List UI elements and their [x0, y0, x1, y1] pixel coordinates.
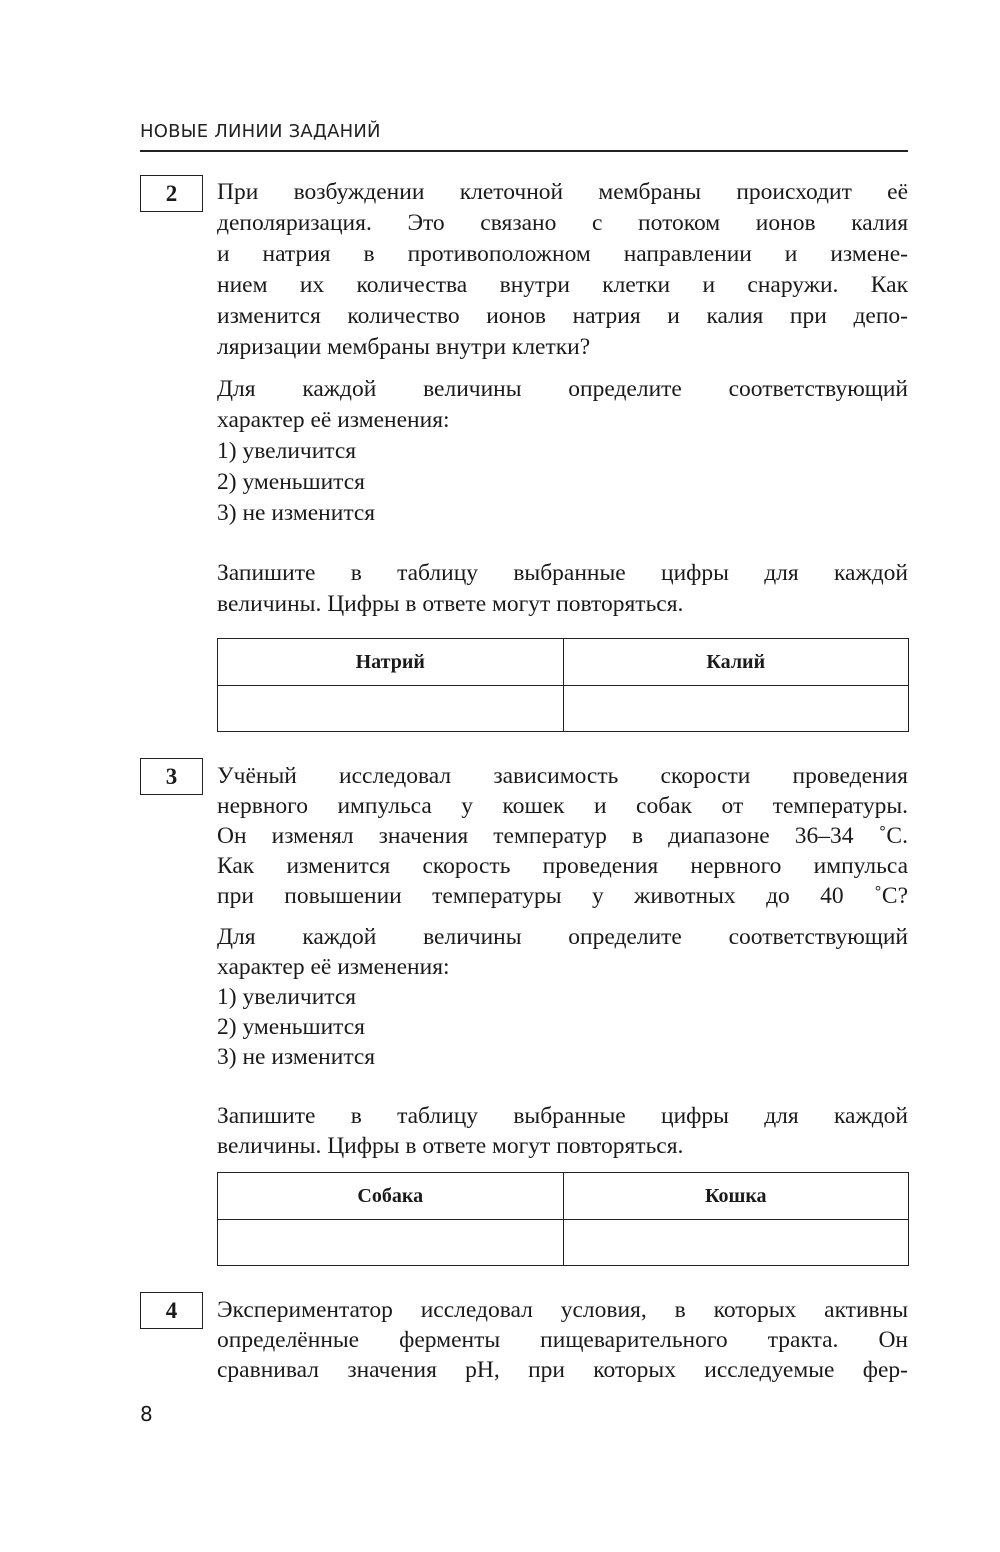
answer-cell-potassium[interactable] [563, 686, 909, 732]
write-line: величины. Цифры в ответе могут повторяться. [217, 591, 684, 617]
task-2-text [217, 177, 908, 620]
task-number-2: 2 [140, 175, 203, 212]
running-header: НОВЫЕ ЛИНИИ ЗАДАНИЙ [140, 121, 381, 142]
question-line: При возбуждении клеточной мембраны происходит её [217, 179, 908, 205]
option: 1) увеличится [217, 438, 357, 464]
write-line: Запишите в таблицу выбранные цифры для каждой [217, 560, 908, 586]
question-line: при повышении температуры у животных до 40 ˚С? [217, 883, 908, 909]
task-number-4: 4 [140, 1292, 203, 1329]
write-line: Запишите в таблицу выбранные цифры для каждой [217, 1103, 908, 1129]
option: 3) не изменится [217, 1044, 376, 1070]
instruction-line: Для каждой величины определите соответствующий [217, 924, 908, 950]
question-line: Учёный исследовал зависимость скорости проведения [217, 763, 908, 789]
question-line: деполяризация. Это связано с потоком ионов калия [217, 210, 908, 236]
instruction-line: Для каждой величины определите соответствующий [217, 376, 908, 402]
instruction-line: характер её изменения: [217, 407, 450, 433]
option: 1) увеличится [217, 984, 357, 1010]
question-line: Он изменял значения температур в диапазоне 36–34 ˚С. [217, 823, 908, 849]
page-number: 8 [140, 1402, 153, 1426]
option: 2) уменьшится [217, 1014, 365, 1040]
question-line: сравнивал значения pH, при которых исследуемые фер- [217, 1357, 908, 1383]
question-line: ляризации мембраны внутри клетки? [217, 334, 591, 360]
answer-table-2 [217, 638, 909, 732]
table-header: Натрий [218, 639, 564, 686]
answer-cell-cat[interactable] [563, 1220, 909, 1266]
answer-table-3 [217, 1172, 909, 1266]
option: 3) не изменится [217, 500, 376, 526]
table-header: Кошка [563, 1173, 909, 1220]
instruction-line: характер её изменения: [217, 954, 450, 980]
write-line: величины. Цифры в ответе могут повторяться. [217, 1133, 684, 1159]
question-line: определённые ферменты пищеварительного тракта. Он [217, 1327, 908, 1353]
task-3-text [217, 761, 908, 1161]
question-line: нием их количества внутри клетки и снаружи. Как [217, 272, 908, 298]
answer-cell-dog[interactable] [218, 1220, 564, 1266]
table-header: Калий [563, 639, 909, 686]
answer-cell-sodium[interactable] [218, 686, 564, 732]
option: 2) уменьшится [217, 469, 365, 495]
task-number-3: 3 [140, 758, 203, 795]
header-rule [140, 150, 908, 152]
question-line: нервного импульса у кошек и собак от температуры. [217, 793, 908, 819]
question-line: изменится количество ионов натрия и калия при депо- [217, 303, 908, 329]
table-header: Собака [218, 1173, 564, 1220]
task-4-text [217, 1295, 908, 1385]
question-line: и натрия в противоположном направлении и измене- [217, 241, 908, 267]
question-line: Экспериментатор исследовал условия, в которых активны [217, 1297, 908, 1323]
question-line: Как изменится скорость проведения нервного импульса [217, 853, 908, 879]
